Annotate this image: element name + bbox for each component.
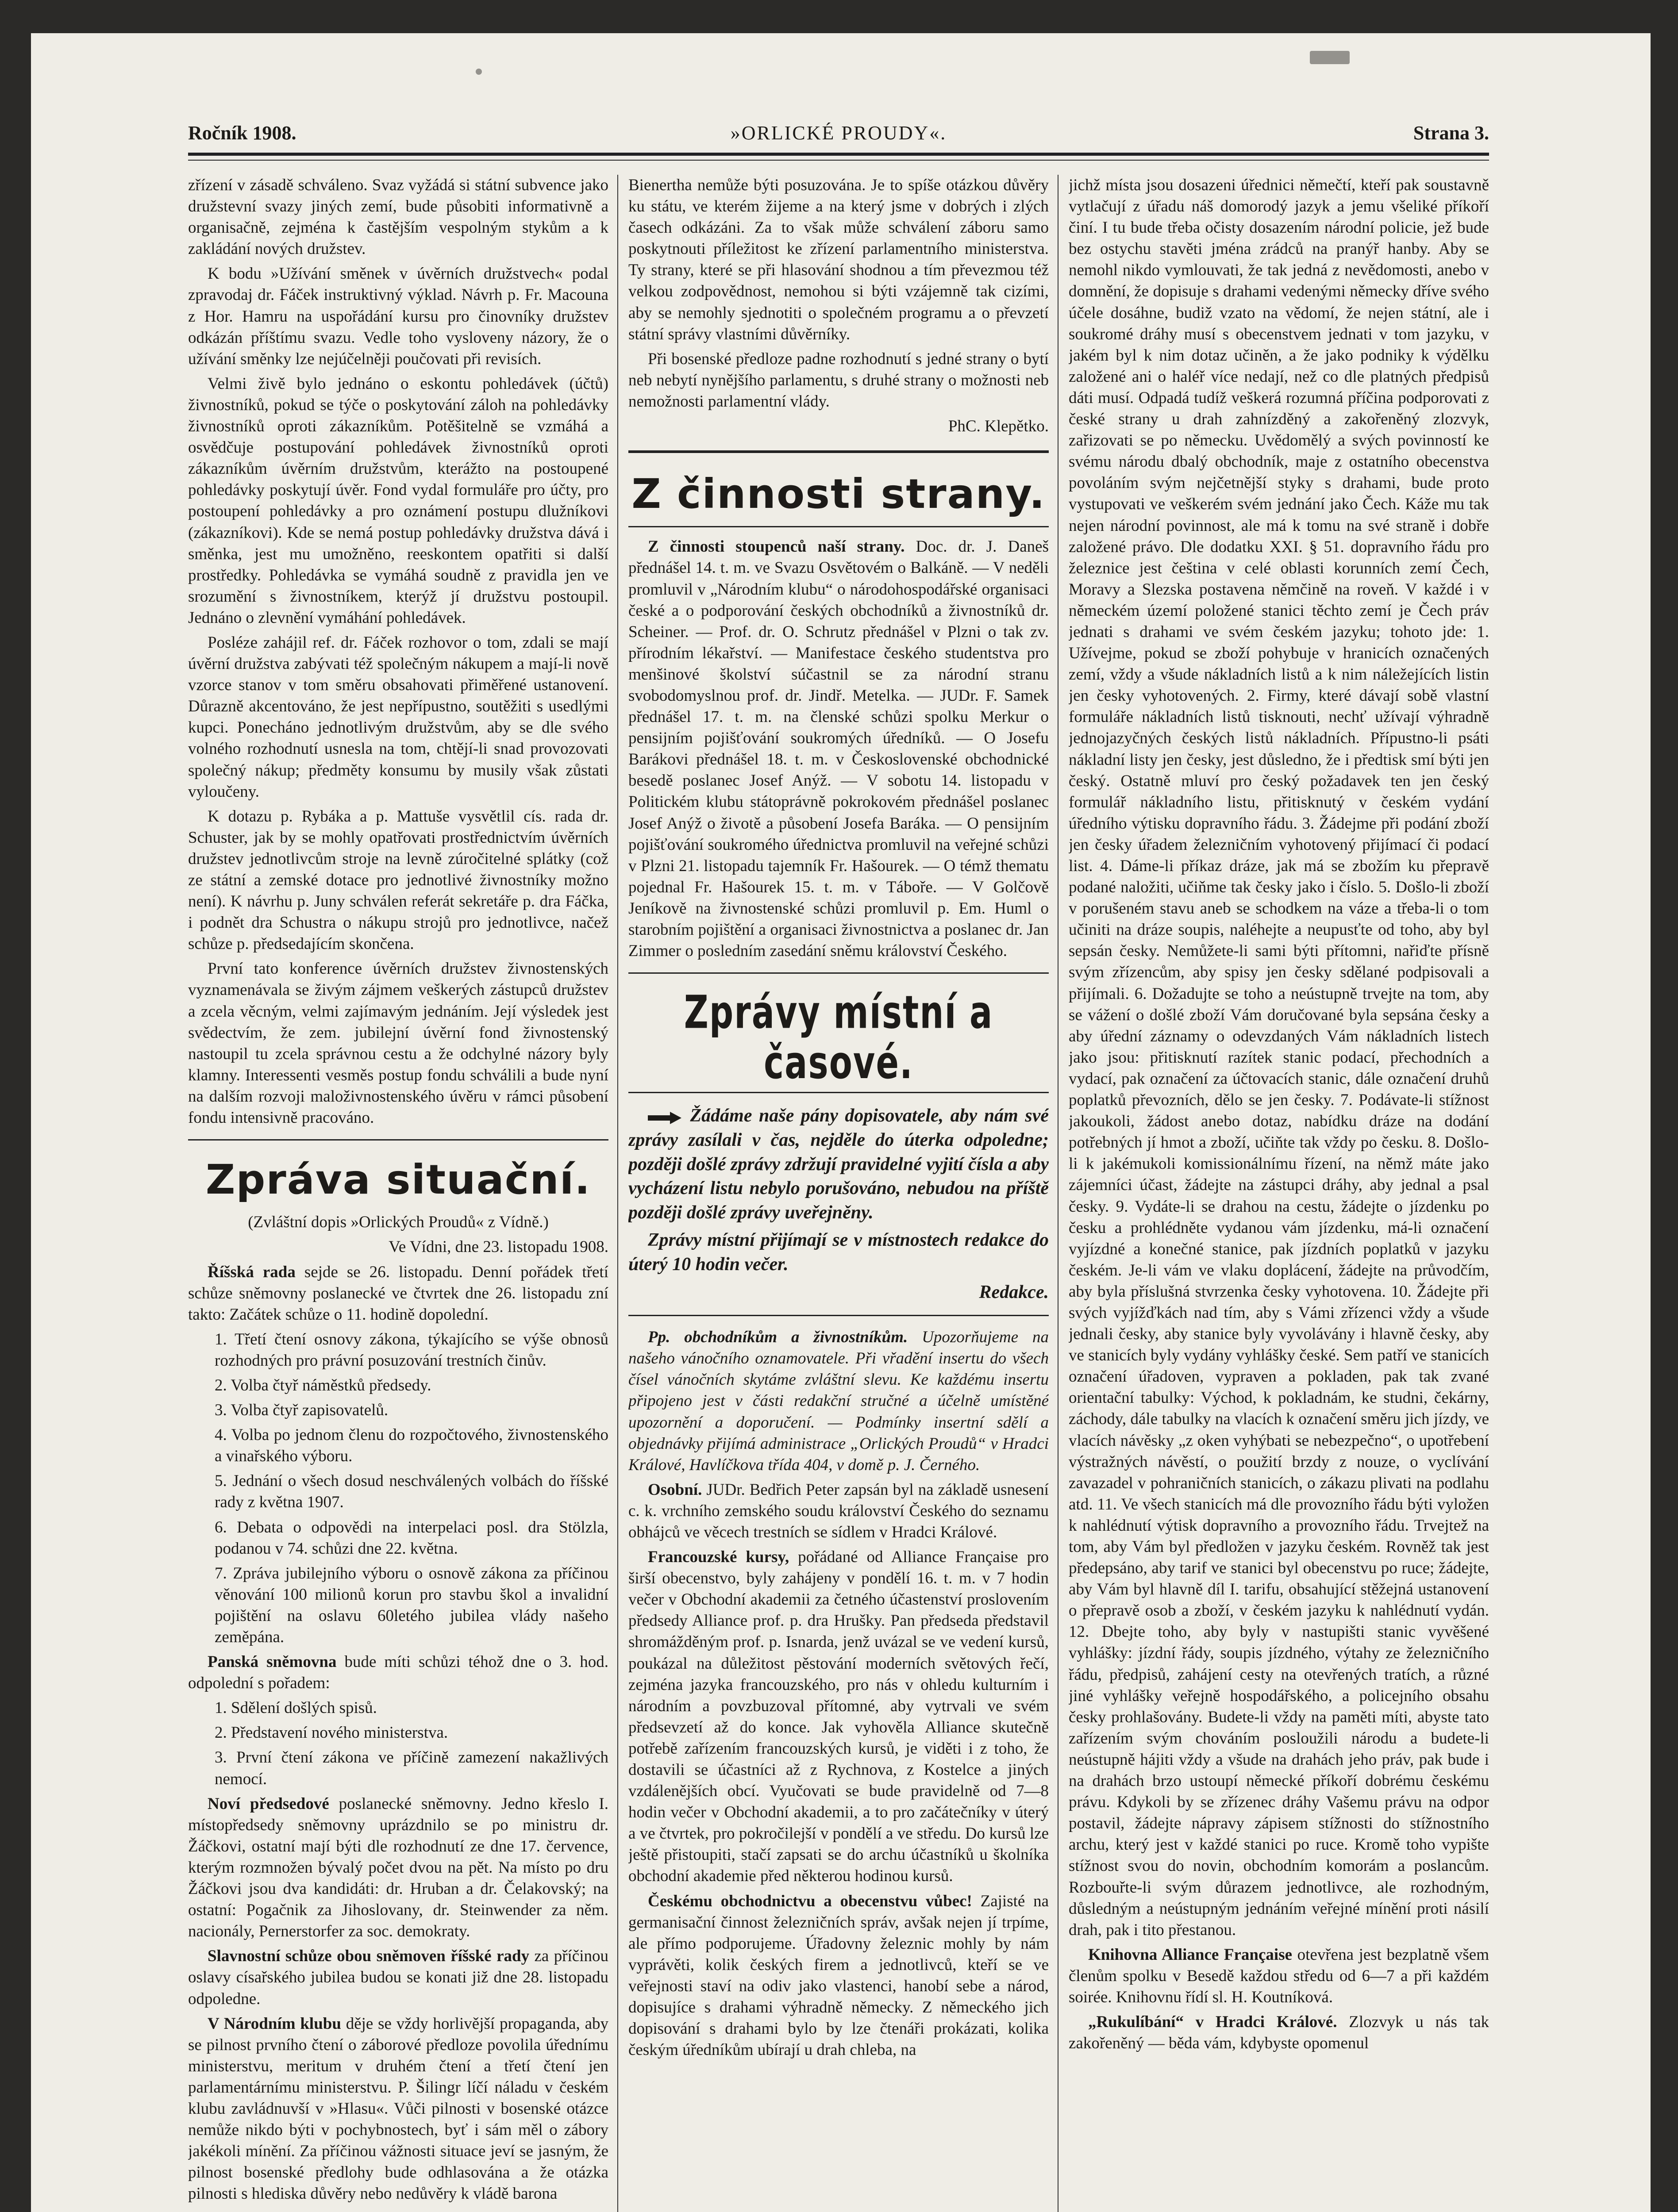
list-item: 3. Volba čtyř zapisovatelů. <box>215 1401 389 1420</box>
paragraph-text: bude míti schůzi téhož dne o 3. hod. odpolední s pořadem: <box>188 1653 608 1693</box>
page-header <box>188 122 1489 157</box>
notice-text: Žádáme naše pány dopisovatele, aby nám své zprávy zasílali v čas, nejděle do úterka odpoledne; později došlé zprávy zdržují pravidelné vyjití čísla a aby vycházení listu nebylo porušováno, nebudou na příště později došlé zprávy uveřejněny. <box>628 1106 1049 1223</box>
paragraph: jichž místa jsou dosazeni úřednici němečtí, kteří pak soustavně vytlačují z úřadu náš domorodý jazyk a jemu všeliké příkoří činí. I tu bude třeba očisty dosazením národní policie, jež bude bez ostychu stavěti jména zrádců na pranýř hanby. Aby se nemohl nikdo vymlouvati, že tak jedná z nevědomosti, anebo v domnění, že dopisuje s drahami vedenými německy dříve svého účele dosáhne, budiž vzato na vědomí, že nejen státní, ale i soukromé dráhy musí s obecenstvem jednati v tom jazyku, v jakém byl k nim dotaz učiněn, a že jako podniky k výdělku založené ani o haléř více nedají, než co dle platných předpisů dáti musí. Odpadá tudíž veškerá rozumná příčina podporovati z české strany u drah zahnízděný a zakořeněný zlozvyk, zařizovati se po německu. Uvědomělý a svých povinností ke svému národu dbalý obchodník, maje z ostatního obecenstva povoláním svým nejčetnější styky s drahami, bude proto vystupovati ve veškerém svém jednání jako Čech. Káže mu tak nejen národní povinnost, ale má k tomu na své straně i dobře založené právo. Dle dodatku XXI. § 51. dopravního řádu pro železnice jest čeština v celé oblasti korunních zemí Čech, Moravy a Slezska postavena němčině na roveň. V každé i v německém území položené stanici těchto zemí je Čech práv jednati s drahami ve svém českém jazyku; tohoto jde: 1. Užívejme, pokud se zboží pohybuje v hranicích označených zemí, vždy a všude nákladních listů a k nim náležejících listin jen česky vyhotovených. 2. Firmy, které dávají sobě vlastní formuláře nákladních listů tisknouti, nechť užívají výhradně jednojazyčných českých listů nákladních. Přípustno-li psáti nákladní listy jen česky, jest důsledno, že i předtisk smí býti jen český. Ostatně mluví pro český požadavek ten jen český formulář nákladního listu, přitisknutý v českém vydání úředního výtisku dopravního řádu. 3. Žádejme při podání zboží jen česky úřadem železničním vyhotovený přijímací či podací list. 4. Dáme-li příkaz dráze, jak má se zbožím ku přepravě podané naložiti, učiňme tak česky jako i číslo. 5. Došlo-li zboží v porušeném stavu aneb se schodkem na váze a třeba-li o tom učiniti na dráze soupis, naléhejte a neupusťte od toho, aby byl sepsán česky. Nemůžete-li sami býti přítomni, nařiďte přísně svým zřízencům, aby spisy jen česky sdělané podpisovali a přijímali. 6. Dožadujte se toho a neústupně trvejte na tom, aby se vážení o došlé zboží Vám doručované byla sepsána česky a aby úřední záznamy o odevzdaných Vám nákladních listech jako jsou: přitisknutí razítek stanic podací, přechodních a vydací, pak označení za účtovacích stanic, dále označení druhů poplatků převozních, dělo se jen česky. 7. Podávate-li stížnost jakoukoli, žádost anebo dotaz, nabídku dráze na dodání potřebných jí hmot a zboží, učiňte tak vždy po česku. 8. Došlo-li k jakémukoli komissionálnímu řízení, na němž máte jako zájemníci účast, žádejte na zástupci dráhy, aby jednal a psal česky. 9. Vydáte-li se drahou na cestu, žádejte o jízdenku po česku a prohlédněte vydanou vám jízdenku, má-li označení vyjízdné a konečné stanice, pak jízdních poplatků v jazyku českém. Je-li vám ve vlaku doplácení, žádejte na průvodčím, aby byla příslušná stvrzenka česky vyhotovena. 10. Žádejte při svých vyjížďkách nad tím, aby s Vámi zřízenci vždy a všude jednali česky, aby stanice byly vyvolávány i hlavně česky, aby ve stanicích byly vydány vyhlášky české. Sem patří ve stanicích označení úřadoven, vypraven a pokladen, pak tak zvané orientační tabulky: Východ, k pokladnám, ke studni, čekárny, záchody, dále tabulky na vlacích k označení směru jich jízdy, ve vlacích návěsky „z oken vyhýbati se nebezpečno“, o upotřebení výstražných návěstí, o použití brzdy z nouze, o vyclívání zavazadel v pohraničních stanicích, o zákazu plivati na podlahu atd. 11. Ve všech stanicích má dle provozního řádu býti vyložen k nahlédnutí výtisk dopravního a provozního řádu. Trvejtež na tom, aby Vám byl předložen v jazyku českém. Rovněž tak jest předepsáno, aby tarif ve stanici byl obecenstvu po ruce; žádejte, aby Vám byl hlavně díl I. tarifu, obsahující stěžejná ustanovení o přepravě osob a zboží, v českém jazyku k nahlédnutí vydán. 12. Dbejte toho, aby byly v nastupišti stanic vyvěšené vyhlášky: jízdní řády, soupis jízdného, výtahy ze železničního řádu, předpisů, zahájení cesty na otevřených tratích, a různé jiné vyhlášky veřejně hospodářského, a policejního obsahu česky prohlašovány. Budete-li vždy na paměti míti, abyste tato zařízením svým chováním posloužili národu a budete-li neústupně hájiti vždy a všude na drahách jeho práv, pak bude i na drahách brzo ustoupí německé příkoří dobrému českému právu. Kdykoli by se zřízenec dráhy Vašemu právu na odpor postavil, žádejte nápravy zápisem stížnosti do stížnostního archu, který jest v každé stanici po ruce. Kromě toho vypište stížnost svou do novin, obchodním komorám a poslancům. Rozbouřte-li svým důrazem jednotlivce, ale rozhodným, důsledným a neústupným jednáním veřejné mínění proti násilí drah, pak i tito přestanou. <box>1069 176 1489 1939</box>
lead-bold: V Národním klubu <box>208 2014 341 2033</box>
list-item: 7. Zpráva jubilejního výboru o osnově zákona za příčinou věnování 100 milionů korun pro stavbu škol a invalidní pojištění na oslavu 60letého jubilea vlády našeho zeměpána. <box>215 1564 608 1646</box>
paragraph <box>628 536 1049 962</box>
newspaper-page <box>31 33 1651 2212</box>
paragraph: Bienertha nemůže býti posuzována. Je to spíše otázkou důvěry ku státu, ve kterém žijeme a na který jsme v dobrých i zlých časech odkázáni. Za to však může schválení záboru samo poskytnouti příležitost ke zřízení parlamentního ministerstva. Ty strany, které se při hlasování shodnou a tím převezmou též velkou zodpovědnost, nemohou si býti vzájemně tak cizími, aby se nemohly sjednotiti o společném programu a o převzetí státní správy vlastními důvěrníky. <box>628 176 1049 343</box>
pointing-hand-icon <box>648 1112 683 1123</box>
column-1 <box>188 175 608 2212</box>
advertising-notice <box>628 1327 1049 1476</box>
section-rule <box>628 1315 1049 1316</box>
editorial-notice: Zprávy místní přijímají se v místnostech redakce do úterý 10 hodin večer. <box>628 1230 1049 1275</box>
list-item: 4. Volba po jednom členu do rozpočtového, živnostenského a vinařského výboru. <box>215 1426 608 1466</box>
list-item: 5. Jednání o všech dosud neschválených volbách do říšské rady z května 1907. <box>215 1472 608 1512</box>
editorial-signature: Redakce. <box>979 1282 1049 1302</box>
editorial-notice <box>628 1104 1049 1225</box>
page-number: Strana 3. <box>1413 122 1489 144</box>
column-divider <box>617 175 618 2212</box>
paragraph-text: sejde se 26. listopadu. Denní pořádek třetí schůze sněmovny poslanecké ve čtvrtek dne 26. listopadu zní takto: Začátek schůze o 11. hodině dopolední. <box>188 1263 608 1324</box>
section-subtitle: (Zvláštní dopis »Orlických Proudů« z Vídně.) <box>248 1213 549 1232</box>
list-item: 6. Debata o odpovědi na interpelaci posl. dra Stölzla, podanou v 74. schůzi dne 22. května. <box>215 1518 608 1558</box>
lead-bold: Z činnosti stoupenců naší strany. <box>648 538 905 556</box>
list-item: 1. Sdělení došlých spisů. <box>215 1699 377 1717</box>
paragraph: Při bosenské předloze padne rozhodnutí s jedné strany o bytí neb nebytí nynějšího parlamentu, s druhé strany o možnosti neb nemožnosti parlamentní vlády. <box>628 349 1049 411</box>
paragraph <box>188 1651 608 1694</box>
section-title: Zpráva situační. <box>205 1156 591 1204</box>
list-item: 2. Představení nového ministerstva. <box>215 1724 448 1742</box>
section-title: Z činnosti strany. <box>631 470 1046 518</box>
lead-bold: Noví předsedové <box>208 1794 329 1813</box>
paragraph <box>628 1479 1049 1543</box>
lead-bold: „Rukulíbání“ v Hradci Králové. <box>1088 2013 1337 2032</box>
paragraph-text: JUDr. Bedřich Peter zapsán byl na základě usnesení c. k. vrchního zemského soudu království Českého do seznamu obhájců ve věcech trestních se sídlem v Hradci Králové. <box>628 1480 1049 1541</box>
dateline: Ve Vídni, dne 23. listopadu 1908. <box>389 1238 608 1256</box>
lead-bold: Osobní. <box>648 1480 702 1499</box>
paragraph-text: děje se vždy horlivější propaganda, aby se pilnost prvního čtení o záborové předloze povolila úřednímu ministerstvu, meritum v druhém čtení a třetí čtení jen parlamentárnímu ministerstvu. P. Šilingr líčí náladu v českém klubu zavládnuvší v »Hlasu«. Vůči pilnosti v bosenské otázce nemůže nikdo býti v pochybnostech, byť i sám měl o zábory jakékoli mínění. Za příčinou vážnosti situace jeví se jasným, že pilnost bosenské předlohy bude odhlasována a že otázka pilnosti s hlediska důvěry nebo nedůvěry k vládě barona <box>188 2014 608 2203</box>
paragraph <box>188 1946 608 2009</box>
paragraph <box>1069 1944 1489 2008</box>
section-rule <box>628 972 1049 974</box>
paragraph-text: za příčinou oslavy císařského jubilea budou se konati již dne 28. listopadu odpoledne. <box>188 1947 608 2008</box>
paragraph: Velmi živě bylo jednáno o eskontu pohledávek (účtů) živnostníků, pokud se týče o poskytování záloh na pohledávky živnostníků oproti zákazníkům. Potěšitelně se vzmáhá a osvědčuje postupování pohledávek živnostníků oproti zákazníkům úvěrním družstvům, kterážto na postoupené pohledávky poskytují úvěr. Fond vydal formuláře pro účty, pro postoupení pohledávky a pro oznámení postupu dlužníkovi (zákazníkovi). Kde se nemá postup pohledávky družstva dává i směnka, jest mu umožněno, reeskontem opatřiti si další prostředky. Pohledávka se vymáhá soudně z pravidla jen ve srozumění s živnostníkem, kterýž jí družstvu postoupil. Jednáno o zlevnění vymáhání pohledávek. <box>188 374 608 627</box>
paragraph: zřízení v zásadě schváleno. Svaz vyžádá si státní subvence jako družstevní svazy jiných zemí, bude působiti informativně a organisačně, zejména k častějším vespolným stykům a k zakládání nových družstev. <box>188 176 608 258</box>
paper-blemish <box>1310 51 1350 64</box>
lead-bold: Francouzské kursy, <box>648 1548 789 1567</box>
lead-bold: Pp. obchodníkům a živnostníkům. <box>648 1328 908 1347</box>
paragraph <box>188 1793 608 1943</box>
lead-bold: Říšská rada <box>208 1263 296 1281</box>
header-rule-thin <box>188 160 1489 161</box>
column-3 <box>1069 175 1489 2212</box>
lead-bold: Slavnostní schůze obou sněmoven říšské rady <box>208 1947 530 1966</box>
paragraph <box>188 2013 608 2205</box>
list-item: 1. Třetí čtení osnovy zákona, týkajícího se výše obnosů rozhodných pro právní posuzování trestních činův. <box>215 1330 608 1370</box>
paragraph-text: pořádané od Alliance Française pro širší obecenstvo, byly zahájeny v pondělí 16. t. m. v 7 hodin večer v Obchodní akademii za četného účastenství proslovením předsedy Alliance prof. p. dra Hrušky. Pan předseda představil shromážděným prof. p. Isnarda, jenž uvázal se ve vedení kursů, poukázal na důležitost pěstování moderních světových řečí, zejména jazyka francouzského, pro nás v ohledu kulturním i národním a povzbuzoval přítomné, aby vytrvali ve svém předsevzetí až do konce. Jak vyhověla Alliance skutečně potřebě zařízením francouzských kursů, je viděti i z toho, že dostavili se účastníci až z Rychnova, z Kostelce a jiných vzdálenějších obcí. Vyučovati se bude pravidelně od 7—8 hodin večer v Obchodní akademii, a to pro začátečníky v úterý a ve čtvrtek, pro pokročilejší v pondělí a ve středu. Do kursů lze ještě přistoupiti, stačí zapsati se do archu účastníků u školníka obchodní akademie před některou hodinou kursů. <box>628 1548 1049 1886</box>
list-item: 3. První čtení zákona ve příčině zamezení nakažlivých nemocí. <box>215 1748 608 1788</box>
column-2 <box>628 175 1049 2212</box>
paragraph <box>188 1262 608 1325</box>
lead-bold: Českému obchodnictvu a obecenstvu vůbec! <box>648 1892 972 1910</box>
lead-bold: Knihovna Alliance Française <box>1088 1945 1293 1964</box>
header-rule <box>188 153 1489 156</box>
paragraph: K bodu »Užívání směnek v úvěrních družstvech« podal zpravodaj dr. Fáček instruktivný výklad. Návrh p. Fr. Macouna z Hor. Hamru na uspořádání kursu pro činovníky družstev odkázán příštímu svazu. Vedle toho vysloveny názory, že o užívání směnky lze nejúčelněji poučovati při revisích. <box>188 265 608 368</box>
author-signature: PhC. Klepětko. <box>948 417 1049 436</box>
paragraph <box>628 1891 1049 2061</box>
paragraph: Posléze zahájil ref. dr. Fáček rozhovor o tom, zdali se mají úvěrní družstva zabývati též společným nákupem a mají-li nově vzorce stanov v tom směru obsahovati přiměřené ustanovení. Důrazně akcentováno, že jest nepřípustno, soutěžiti s usedlými kupci. Ponecháno jednotlivým družstvům, aby se dle svého volného rozhodnutí usnesla na tom, chtějí-li snad provozovati společný nákup; předměty konsumu by musily však zůstati vyloučeny. <box>188 633 608 801</box>
newspaper-title: »ORLICKÉ PROUDY«. <box>730 122 947 144</box>
agenda-list <box>188 1697 608 1790</box>
section-title: Zprávy místní a časové. <box>684 985 993 1089</box>
volume-label: Ročník 1908. <box>188 122 296 144</box>
paragraph-text: poslanecké sněmovny. Jedno křeslo I. místopředsedy sněmovny uprázdnilo se po ministru dr. Žáčkovi, ostatní mají býti dle rozhodnutí ze dne 17. července, kterým rozmnožen bývalý počet dvou na pět. Na místo po dru Žáčkovi jsou dva kandidáti: dr. Hruban a dr. Čelakovský; na ostatní: Pogačnik za Jihoslovany, dr. Steinwender za něm. nacionály, Pernerstorfer za soc. demokraty. <box>188 1794 608 1941</box>
list-item: 2. Volba čtyř náměstků předsedy. <box>215 1376 431 1394</box>
paragraph-text: otevřena jest bezplatně všem členům spolku v Besedě každou středu od 6—7 a při každém soirée. Knihovnu řídí sl. H. Koutníková. <box>1069 1945 1489 2006</box>
paragraph: K dotazu p. Rybáka a p. Mattuše vysvětlil cís. rada dr. Schuster, jak by se mohly opatřovati prostřednictvím úvěrních družstev jednotlivcům stroje na levně zúročitelné splátky (což ze státní a zemské dotace pro jednotlivé živnostníky možno není). K návrhu p. Juny schválen referát sekretáře p. dra Fáčka, i podnět dra Schustra o nákupu strojů pro jednotlivce, načež schůze p. předsedajícím skončena. <box>188 807 608 953</box>
paragraph-text: Zlozvyk u nás tak zakořeněný — běda vám, kdybyste opomenul <box>1069 2013 1489 2053</box>
paragraph-text: Upozorňujeme na našeho vánočního oznamovatele. Při vřadění insertu do všech čísel vánočních skytáme zvláštní slevu. Ke každému insertu připojeno jest v části redakční stručné a účelně umístěné upozornění a doporučení. — Podmínky insertní sdělí a objednávky přijímá administrace „Orlických Proudů“ v Hradci Králové, Havlíčkova třída 404, v domě p. J. Černého. <box>628 1328 1049 1474</box>
lead-bold: Panská sněmovna <box>208 1653 337 1671</box>
paragraph <box>1069 2012 1489 2054</box>
paragraph <box>628 1547 1049 1887</box>
agenda-list <box>188 1329 608 1648</box>
paper-blemish <box>476 69 482 75</box>
paragraph-text: Zajisté na germanisační činnost železničních správ, avšak nejen jí trpíme, ale přímo podporujeme. Úřadovny železnic mohly by nám vyprávěti, kolik českých firem a jednotlivců, kteří se ve veřejnosti staví na odiv jako vlastenci, hanobí sebe a národ, dopisujíce s drahami výhradně německy. Z německého jich dopisování s drahami bylo by lze čtenáři prokázati, kolika českým úředníkům ubírají u drah chleba, na <box>628 1892 1049 2059</box>
paragraph: První tato konference úvěrních družstev živnostenských vyznamenávala se živým zájmem veškerých zástupců družstev a zcela věcným, velmi zajímavým jednáním. Její výsledek jest svědectvím, že zem. jubilejní úvěrní fond živnostenský nastoupil tu zcela správnou cestu a že odchylné názory byly klamny. Interessenti vesměs postup fondu schválili a bude nyní na dalším rozvoji maloživnostenského úvěru v rámci působení fondu intensivně pracováno. <box>188 960 608 1127</box>
section-rule <box>628 1092 1049 1093</box>
paragraph-text: Doc. dr. J. Daneš přednášel 14. t. m. ve Svazu Osvětovém o Balkáně. — V neděli promluvil v „Národním klubu“ o národohospodářské organisaci české a o podporování českých obchodníků a živnostníků dr. Scheiner. — Prof. dr. O. Schrutz přednášel v Plzni o tak zv. přírodním lékařství. — Manifestace českého studentstva pro menšinové školství súčastnil se za národní stranu svobodomyslnou prof. dr. Jindř. Metelka. — JUDr. F. Samek přednášel 17. t. m. na členské schůzi spolku Merkur o pensijním pojišťování soukromých úředníků. — O Josefu Barákovi přednášel 18. t. m. v Československé obchodnické besedě poslanec Josef Anýž. — V sobotu 14. listopadu v Politickém klubu státoprávně pokrokovém přednášel poslanec Josef Anýž o životě a působení Josefa Baráka. — O pensijním pojišťování soukromého úřednictva promluvil na veřejné schůzi v Plzni 21. listopadu tajemník Fr. Hašourek. — O témž thematu pojednal Fr. Hašourek 15. t. m. v Táboře. — V Golčově Jeníkově na živnostenské schůzi promluvil p. Em. Huml o starobním pojištění a organisaci živnostnictva a poslanec dr. Jan Zimmer o posledním zasedání sněmu království Českého. <box>628 538 1049 960</box>
section-box <box>628 450 1049 527</box>
section-rule <box>188 1139 608 1141</box>
